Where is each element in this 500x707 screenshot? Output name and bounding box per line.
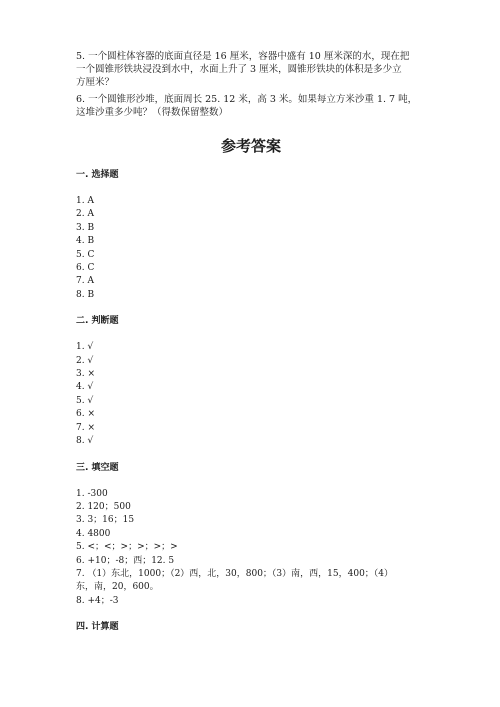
answer-item: 东，南，20，600。 [76,582,159,593]
answer-item: 2. 120；500 [76,501,131,512]
answer-item: 5. √ [76,395,94,406]
answer-list-fill-blank [76,488,426,609]
answer-list-choice [76,195,426,302]
answer-item: 4. B [76,236,95,247]
question-line: 这堆沙重多少吨？（得数保留整数） [76,107,229,118]
answer-item: 8. +4；-3 [76,595,119,606]
answer-item: 1. -300 [76,488,108,499]
answer-item: 8. B [76,289,95,300]
question-line: 6. 一个圆锥形沙堆，底面周长 25. 12 米，高 3 米。如果每立方米沙重 1. 7 吨， [76,94,418,105]
answer-item: 4. √ [76,382,94,393]
answer-item: 5. <；<；>；>；>；> [76,542,178,553]
answer-item: 2. √ [76,355,94,366]
answer-item: 6. C [76,263,95,274]
answer-item: 2. A [76,209,94,220]
answer-heading: 参考答案 [220,137,281,155]
question-5 [76,50,426,89]
answer-item: 6. +10；-8；西；12. 5 [76,555,175,566]
question-line: 一个圆锥形铁块浸没到水中，水面上升了 3 厘米，圆锥形铁块的体积是多少立 [76,64,402,75]
answer-item: 3. × [76,369,95,380]
answer-item: 8. √ [76,436,94,447]
section-title-fill-blank: 三. 填空题 [76,462,119,473]
answer-item: 4. 4800 [76,528,111,539]
answer-item: 7. A [76,276,94,287]
question-line: 方厘米？ [76,77,115,88]
answer-item: 7. （1）东北，1000；（2）西，北，30，800；（3）南，西，15，400；（4） [76,568,394,579]
section-title-choice: 一. 选择题 [76,170,119,180]
document-page [76,50,426,633]
answer-item: 1. A [76,196,94,206]
answer-item: 3. B [76,222,95,233]
answer-item: 3. 3；16；15 [76,515,135,526]
section-title-judgement: 二. 判断题 [76,316,119,327]
section-title-calculation: 四. 计算题 [76,622,119,633]
answer-item: 5. C [76,249,95,260]
answer-item: 7. × [76,422,95,433]
question-6 [76,93,426,119]
answer-item: 6. × [76,409,95,420]
answer-item: 1. √ [76,342,94,353]
question-line: 5. 一个圆柱体容器的底面直径是 16 厘米，容器中盛有 10 厘米深的水，现在把 [76,51,410,62]
answer-list-judgement [76,341,426,448]
